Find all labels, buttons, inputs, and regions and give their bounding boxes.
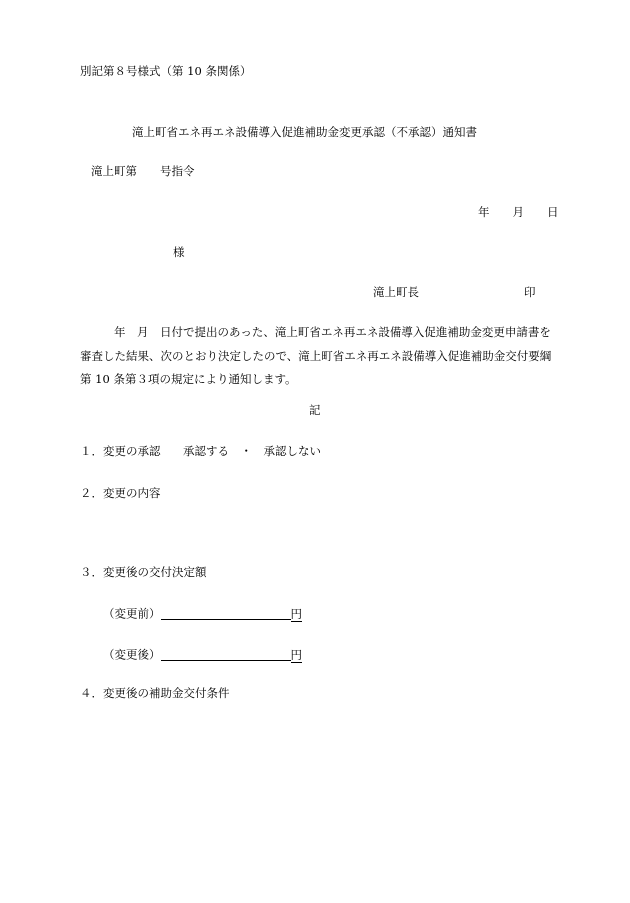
amount-after-label: （変更後）	[103, 647, 161, 662]
ki-heading: 記	[309, 403, 321, 417]
body-paragraph	[80, 321, 560, 392]
amount-before-blank	[161, 606, 291, 620]
body-line-1: 年 月 日付で提出のあった、滝上町省エネ再エネ設備導入促進補助金変更申請書を	[114, 325, 551, 339]
issue-date: 年 月 日	[478, 205, 559, 219]
item-approval-label: １．変更の承認	[80, 444, 161, 458]
item-content-label: ２．変更の内容	[80, 486, 161, 500]
body-line-2: 審査した結果、次のとおり決定したので、滝上町省エネ再エネ設備導入促進補助金交付要綱	[80, 348, 552, 363]
amount-after-yen: 円	[290, 647, 302, 662]
item-amount-label: ３．変更後の交付決定額	[80, 565, 207, 579]
amount-after-row	[103, 647, 302, 661]
document-title: 滝上町省エネ再エネ設備導入促進補助金変更承認（不承認）通知書	[132, 125, 477, 139]
body-line-3: 第 10 条第３項の規定により通知します。	[80, 372, 297, 386]
recipient-honorific: 様	[173, 245, 185, 259]
issuer-name: 滝上町長	[373, 285, 419, 299]
form-label: 別記第８号様式（第 10 条関係）	[80, 64, 252, 78]
amount-before-label: （変更前）	[103, 606, 161, 621]
item-approval-options: 承認する ・ 承認しない	[183, 444, 321, 458]
document-number: 滝上町第 号指令	[91, 164, 195, 178]
seal-mark: 印	[524, 285, 536, 299]
amount-before-yen: 円	[290, 606, 302, 621]
amount-after-blank	[161, 647, 291, 661]
amount-before-row	[103, 606, 302, 620]
item-conditions-label: ４．変更後の補助金交付条件	[80, 686, 230, 700]
